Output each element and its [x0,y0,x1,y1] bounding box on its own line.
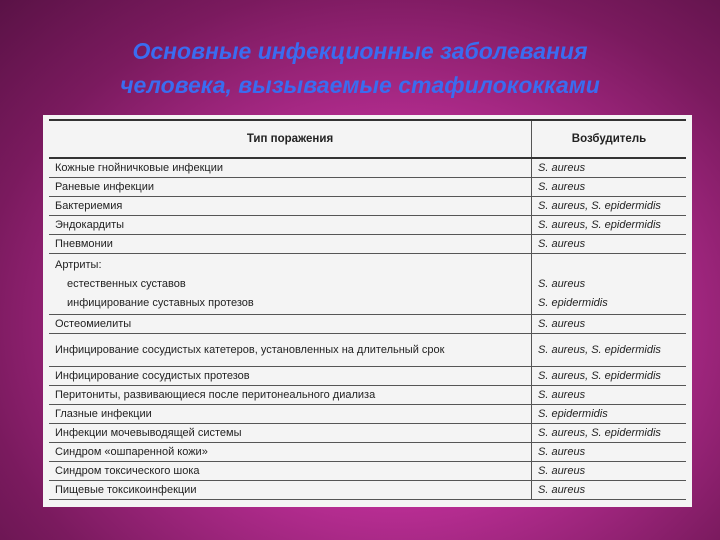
table-row [49,334,686,367]
agent-cell: S. aureus, S. epidermidis [532,197,687,216]
agent-cell: S. aureus [532,386,687,405]
arthritis-heading: Артриты: [55,259,102,271]
lesion-type-cell: Пищевые токсикоинфекции [49,481,532,500]
table-row [49,367,686,386]
infection-table [43,115,692,507]
agent-cell: S. aureus [532,158,687,178]
title-line-1: Основные инфекционные заболевания [132,38,588,64]
agent-natural-joints: S. aureus [538,278,586,290]
lesion-type-cell: Пневмонии [49,235,532,254]
table-row [49,158,686,178]
arthritis-heading-spacer [538,256,680,275]
agent-cell: S. aureus [532,315,687,334]
lesion-type-cell: Инфицирование сосудистых протезов [49,367,532,386]
agent-cell: S. aureus [532,235,687,254]
agent-cell: S. aureus [532,443,687,462]
agent-prosthetic-joints: S. epidermidis [538,297,608,309]
agent-cell: S. aureus [532,481,687,500]
header-lesion-type: Тип поражения [49,120,532,158]
lesion-type-cell: Перитониты, развивающиеся после перитонеального диализа [49,386,532,405]
lesion-type-cell: Синдром «ошпаренной кожи» [49,443,532,462]
arthritis-natural-joints: естественных суставов [67,278,186,290]
arthritis-prosthetic-joints: инфицирование суставных протезов [67,297,254,309]
table-row [49,424,686,443]
lesion-type-cell: Эндокардиты [49,216,532,235]
lesion-type-cell: Синдром токсического шока [49,462,532,481]
table-row [49,216,686,235]
table-row [49,315,686,334]
agent-cell [532,254,687,315]
table-row [49,405,686,424]
lesion-type-cell: Кожные гнойничковые инфекции [49,158,532,178]
header-agent: Возбудитель [532,120,687,158]
lesion-type-cell: Инфекции мочевыводящей системы [49,424,532,443]
lesion-type-cell: Раневые инфекции [49,178,532,197]
agent-cell: S. aureus, S. epidermidis [532,367,687,386]
table-row [49,443,686,462]
agent-cell: S. aureus, S. epidermidis [532,216,687,235]
lesion-type-cell: Инфицирование сосудистых катетеров, установленных на длительный срок [49,334,532,367]
lesion-type-cell: Глазные инфекции [49,405,532,424]
lesion-type-cell: Бактериемия [49,197,532,216]
slide-title [0,34,720,102]
table-header-row [49,120,686,158]
agent-cell: S. aureus, S. epidermidis [532,424,687,443]
table-row [49,178,686,197]
lesion-type-cell [49,254,532,315]
table-row [49,386,686,405]
table-row [49,254,686,315]
agent-cell: S. epidermidis [532,405,687,424]
table-row [49,462,686,481]
lesion-type-cell: Остеомиелиты [49,315,532,334]
table-row [49,481,686,500]
title-line-2: человека, вызываемые стафилококками [120,72,600,98]
agent-cell: S. aureus, S. epidermidis [532,334,687,367]
table-row [49,197,686,216]
agent-cell: S. aureus [532,462,687,481]
agent-cell: S. aureus [532,178,687,197]
table-row [49,235,686,254]
